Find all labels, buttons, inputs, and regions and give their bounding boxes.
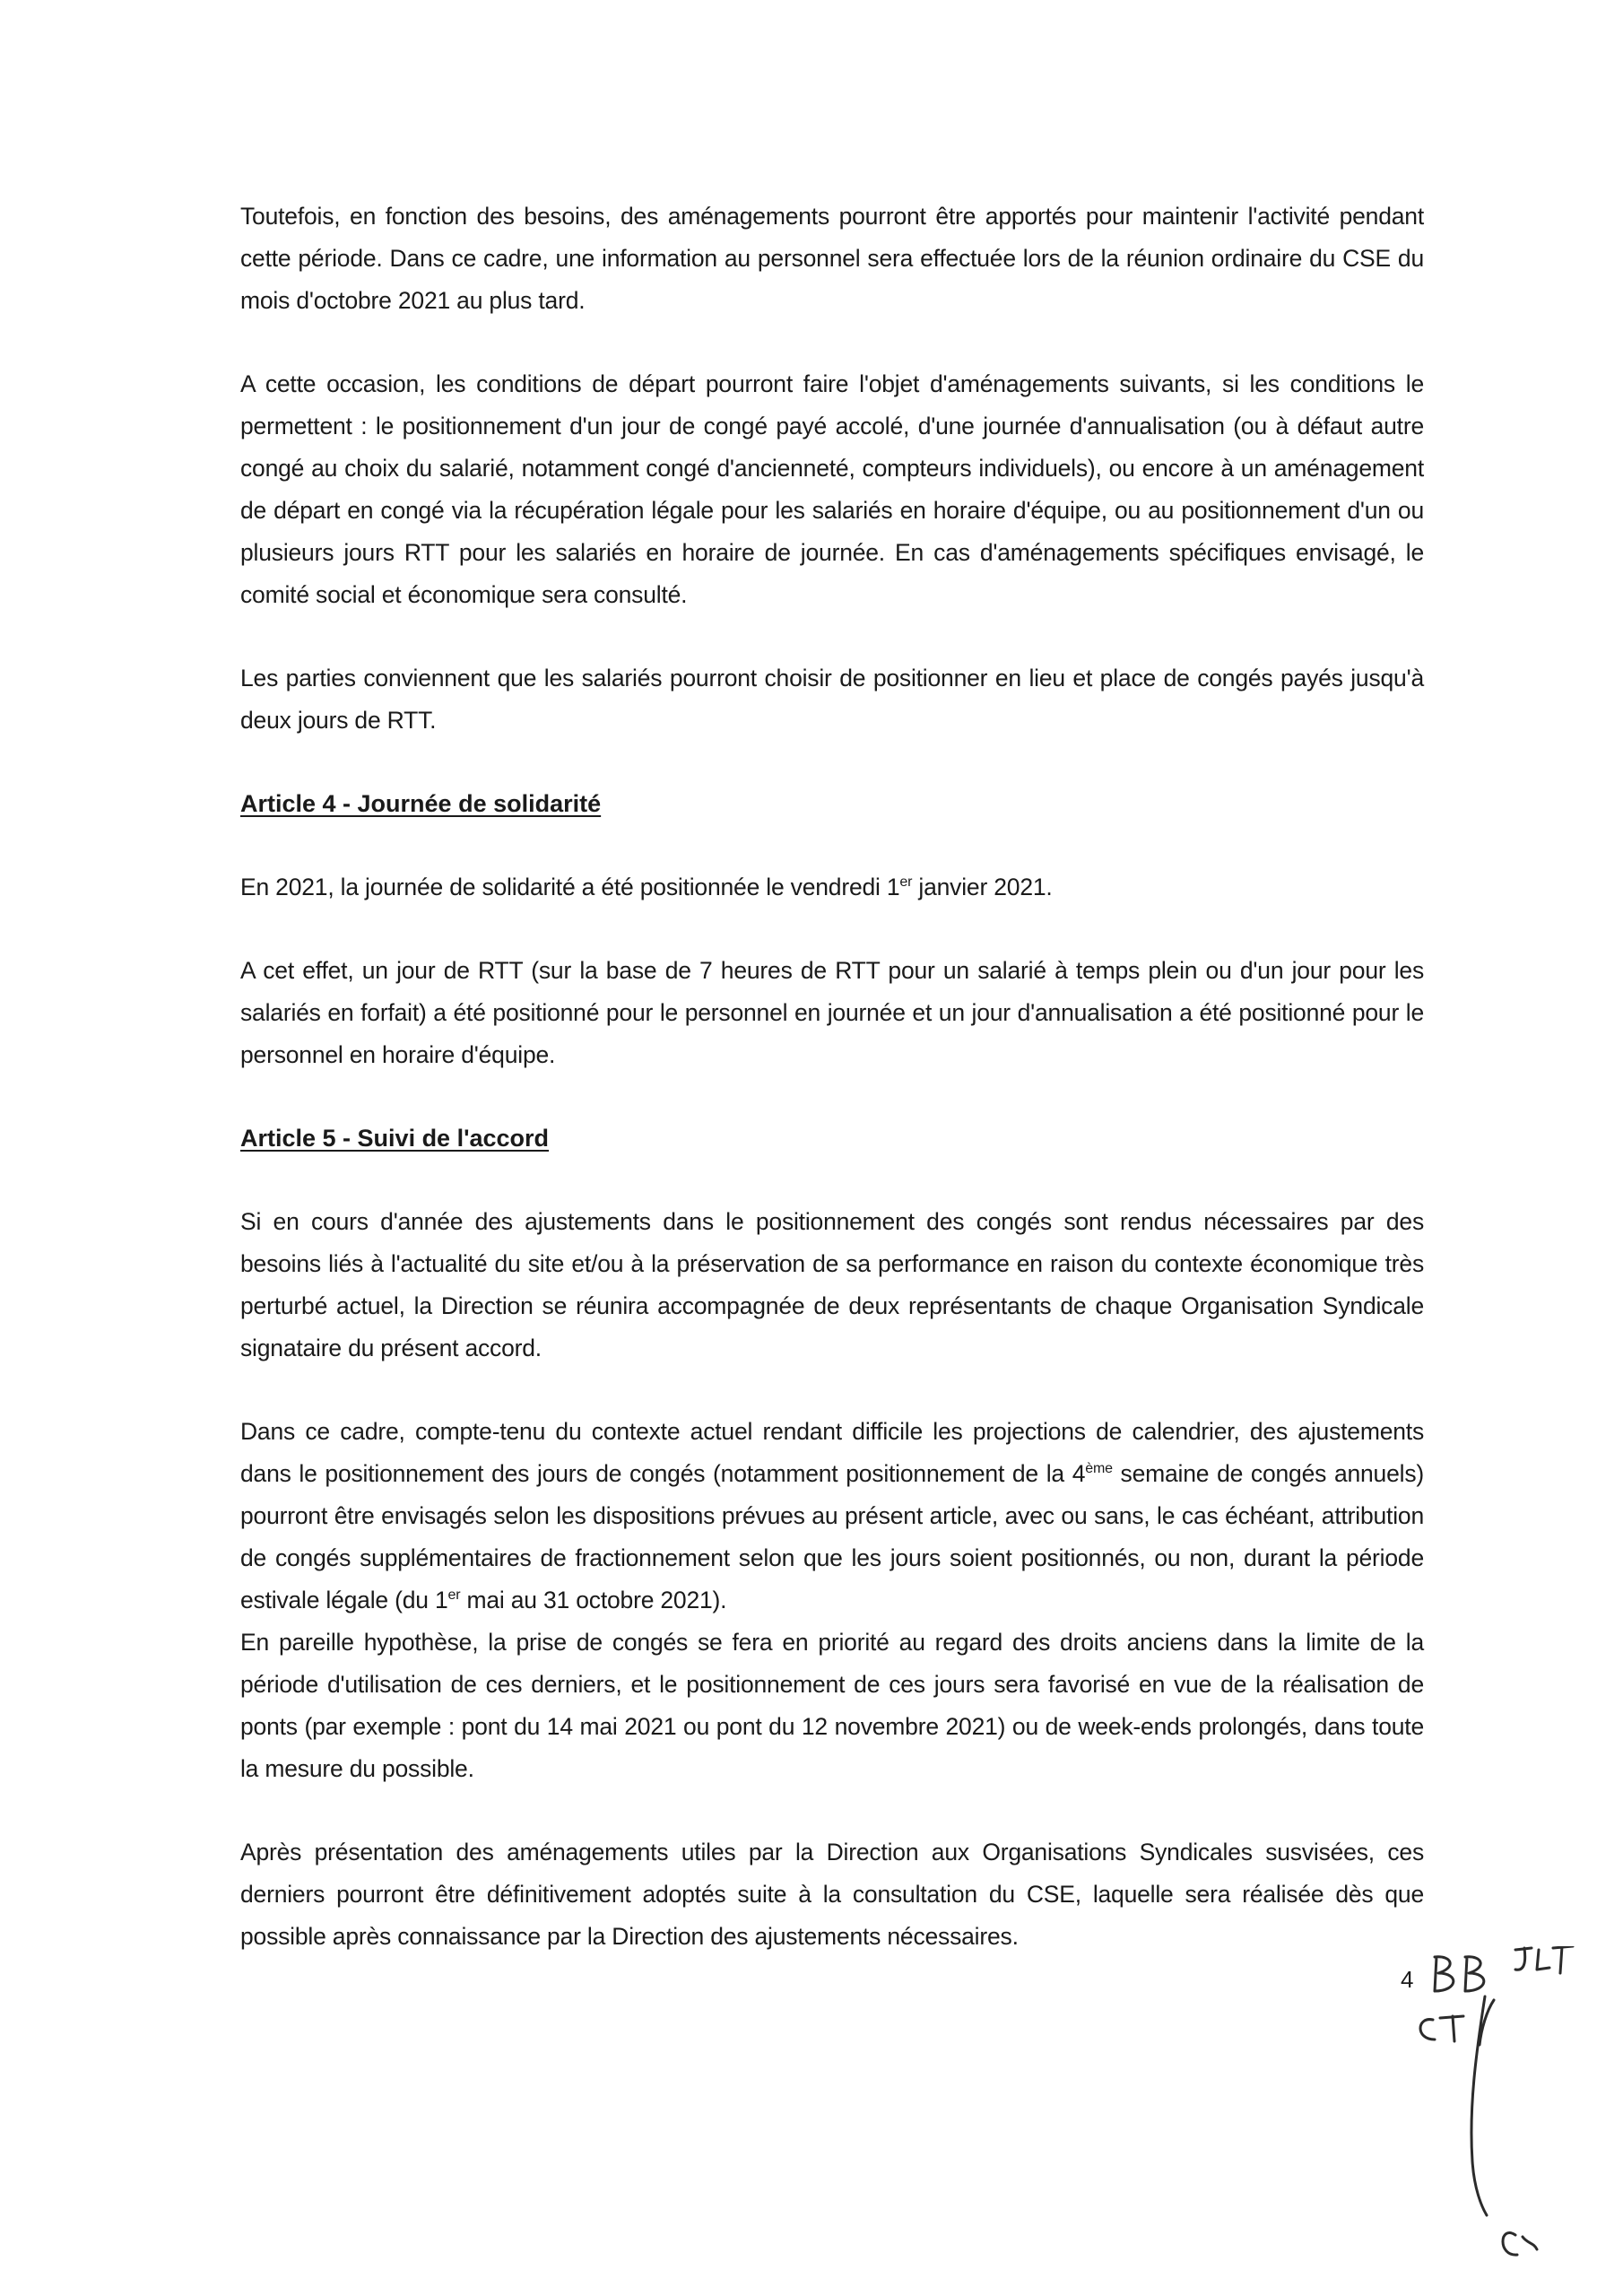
superscript: ème [1085, 1461, 1113, 1477]
initial-jlt [1515, 1946, 1573, 1973]
paragraph-conditions-depart: A cette occasion, les conditions de départ pourront faire l'objet d'aménagements suivants, si les conditions le permettent : le positionnement d'un jour de congé payé accolé, d'une journée d'annualisation (ou à défaut autre congé au choix du salarié, notamment congé d'ancienneté, compteurs individuels), ou encore à un aménagement de départ en congé via la récupération légale pour les salariés en horaire d'équipe, ou au positionnement d'un ou plusieurs jours RTT pour les salariés en horaire de journée. En cas d'aménagements spécifiques envisagé, le comité social et économique sera consulté. [240, 370, 1424, 608]
initial-ct [1420, 2016, 1463, 2041]
paragraph-rtt: Les parties conviennent que les salariés pourront choisir de positionner en lieu et place de congés payés jusqu'à deux jours de RTT. [240, 665, 1424, 734]
text-segment: En 2021, la journée de solidarité a été positionnée le vendredi 1 [240, 874, 900, 900]
paragraph-hypothese: En pareille hypothèse, la prise de congés se fera en priorité au regard des droits anciens dans la limite de la période d'utilisation de ces derniers, et le positionnement de ces jours sera favorisé en vue de la réalisation de ponts (par exemple : pont du 14 mai 2021 ou pont du 12 novembre 2021) ou de week-ends prolongés, dans toute la mesure du possible. [240, 1629, 1424, 1782]
paragraph-jour-rtt: A cet effet, un jour de RTT (sur la base de 7 heures de RTT pour un salarié à temps plein ou d'un jour pour les salariés en forfait) a été positionné pour le personnel en journée et un jour d'annualisation a été positionné pour le personnel en horaire d'équipe. [240, 957, 1424, 1068]
superscript: er [899, 874, 913, 891]
article-5-heading: Article 5 - Suivi de l'accord [240, 1125, 550, 1152]
handwritten-initials [1381, 1946, 1614, 2278]
text-segment: semaine de congés annuels) pourront être envisagés selon les dispositions prévues au présent article, avec ou sans, le cas échéant, attribution de congés supplémentaires de fractionnement selon que les jours soient positionnés, ou non, durant la période estivale légale (du 1 [240, 1460, 1424, 1613]
paragraph-presentation: Après présentation des aménagements utiles par la Direction aux Organisations Syndicales susvisées, ces derniers pourront être définitivement adoptés suite à la consultation du CSE, laquelle sera réalisée dès que possible après connaissance par la Direction des ajustements nécessaires. [240, 1839, 1424, 1950]
article-4-heading: Article 4 - Journée de solidarité [240, 790, 602, 817]
signature-stroke [1471, 1996, 1494, 2215]
document-body [240, 196, 1424, 1999]
paragraph-cadre [240, 1411, 1424, 1622]
text-segment: Dans ce cadre, compte-tenu du contexte actuel rendant difficile les projections de calendrier, des ajustements dans le positionnement des jours de congés (notamment positionnement de la 4 [240, 1418, 1424, 1487]
paragraph-amenagements: Toutefois, en fonction des besoins, des aménagements pourront être apportés pour maintenir l'activité pendant cette période. Dans ce cadre, une information au personnel sera effectuée lors de la réunion ordinaire du CSE du mois d'octobre 2021 au plus tard. [240, 203, 1424, 314]
superscript: er [447, 1587, 461, 1604]
page-number: 4 [1401, 1966, 1414, 1993]
paragraph-journee-solidarite [240, 866, 1424, 909]
page-footer [1381, 1946, 1614, 2278]
initial-bb [1435, 1957, 1484, 1991]
initial-bottom [1503, 2233, 1537, 2256]
text-segment: mai au 31 octobre 2021). [460, 1587, 727, 1613]
text-segment: janvier 2021. [912, 874, 1053, 900]
paragraph-ajustements: Si en cours d'année des ajustements dans le positionnement des congés sont rendus nécessaires par des besoins liés à l'actualité du site et/ou à la préservation de sa performance en raison du contexte économique très perturbé actuel, la Direction se réunira accompagnée de deux représentants de chaque Organisation Syndicale signataire du présent accord. [240, 1208, 1424, 1361]
